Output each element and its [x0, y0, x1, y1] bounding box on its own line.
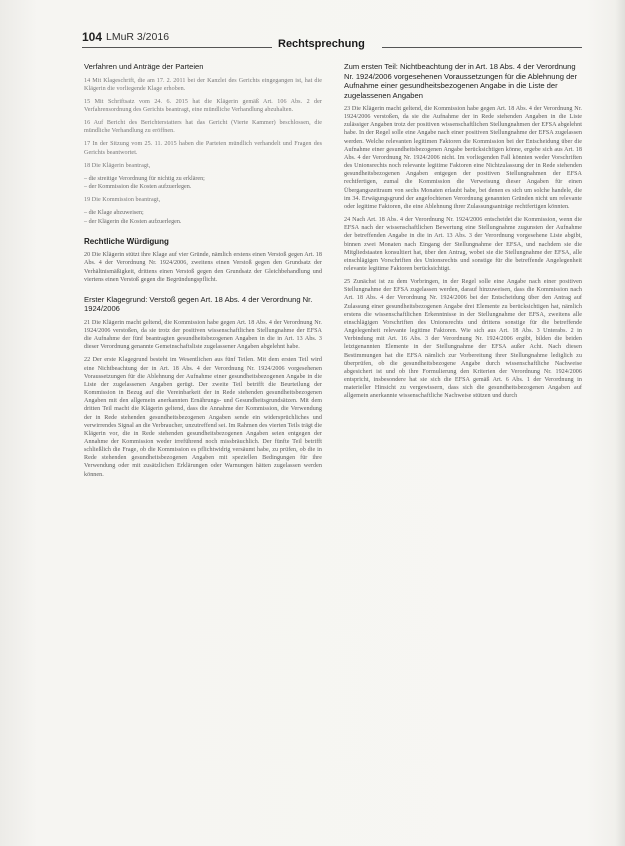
paragraph-24: 24 Nach Art. 18 Abs. 4 der Verordnung Nr. 1924/2006 entscheidet die Kommission, wenn die EFSA nach der wissenschaftlichen Bewertung eine Stellungnahme zugunsten der Aufnahme der betreffenden Angabe in die in Art. 13 Abs. 3 der Verordnung vorgesehene Liste abgibt, binnen zwei Monaten nach Eingang der Stellungnahme der EFSA, und nachdem sie die Mitgliedstaaten konsultiert hat, über den Antrag, wobei sie die Stellungnahme der EFSA, alle einschlägigen Vorschriften des Unionsrechts und sonstige für die betreffende Angelegenheit relevante legitime Faktoren berücksichtigt.: [344, 217, 582, 272]
list-item: – die Klage abzuweisen;: [84, 210, 144, 217]
paragraph-17: 17 In der Sitzung vom 25. 11. 2015 haben die Parteien mündlich verhandelt und Fragen des Gerichts beantwortet.: [84, 141, 322, 156]
section-title: Rechtsprechung: [278, 38, 365, 50]
paragraph-21: 21 Die Klägerin macht geltend, die Kommission habe gegen Art. 18 Abs. 4 der Verordnung Nr. 1924/2006 verstoßen, da sie trotz der positiven wissenschaftlichen Stellungnahme der EFSA die Aufnahme der fünf beantragten gesundheitsbezogenen Angaben in die in Art. 13 Abs. 3 dieser Verordnung genannte Gemeinschaftsliste zugelassener Angaben abgelehnt habe.: [84, 319, 322, 351]
list-19: [84, 209, 322, 225]
list-item: – der Klägerin die Kosten aufzuerlegen.: [84, 218, 182, 225]
paragraph-16: 16 Auf Bericht des Berichterstatters hat das Gericht (Vierte Kammer) beschlossen, die mündliche Verhandlung zu eröffnen.: [84, 120, 322, 135]
left-column: [84, 62, 322, 484]
header-rule-right: [382, 47, 582, 48]
page-edge-shadow: [615, 0, 625, 846]
paragraph-15: 15 Mit Schriftsatz vom 24. 6. 2015 hat die Klägerin gemäß Art. 106 Abs. 2 der Verfahrensordnung des Gerichts beantragt, eine mündliche Verhandlung abzuhalten.: [84, 98, 322, 113]
heading-rechtliche-wuerdigung: Rechtliche Würdigung: [84, 236, 169, 246]
paragraph-19: 19 Die Kommission beantragt,: [84, 197, 161, 204]
list-item: – der Kommission die Kosten aufzuerlegen.: [84, 184, 192, 191]
journal-reference: LMuR 3/2016: [106, 31, 170, 43]
paragraph-22: 22 Der erste Klagegrund besteht im Wesentlichen aus fünf Teilen. Mit dem ersten Teil wird eine Nichtbeachtung der in Art. 18 Abs. 4 der Verordnung Nr. 1924/2006 vorgesehenen Voraussetzungen für die Ablehnung der Aufnahme einer gesundheitsbezogenen Angabe in die Liste der zugelassenen Angaben gerügt. Der zweite Teil betrifft die Beurteilung der Kommission in Bezug auf die Vereinbarkeit der in Rede stehenden gesundheitsbezogenen Angaben mit den allgemein anerkannten Ernährungs- und Gesundheitsgrundsätzen. Mit dem dritten Teil macht die Klägerin geltend, dass die Annahme der Kommission, die Verwendung der in Rede stehenden gesundheitsbezogenen Angaben sende ein widersprüchliches und verwirrendes Signal an die Verbraucher, unzutreffend sei. Im Rahmen des vierten Teils trägt die Klägerin vor, die in Rede stehenden gesundheitsbezogenen Angaben seien entgegen der Annahme der Kommission weder irreführend noch missbräuchlich. Der fünfte Teil betrifft schließlich die Frage, ob die Kommission es pflichtwidrig versäumt habe, zu prüfen, ob die in Rede stehenden gesundheitsbezogenen Angaben mit speziellen Bedingungen für ihre Verwendung oder mit zusätzlichen Erklärungen oder Warnungen hätten zugelassen werden können.: [84, 357, 322, 478]
paragraph-20: 20 Die Klägerin stützt ihre Klage auf vier Gründe, nämlich erstens einen Verstoß gegen Art. 18 Abs. 4 der Verordnung Nr. 1924/2006, zweitens einen Verstoß gegen den Grundsatz der Verhältnismäßigkeit, drittens einen Verstoß gegen den Grundsatz der Gleichbehandlung und viertens einen Verstoß gegen die Begründungspflicht.: [84, 252, 322, 283]
running-header: [82, 30, 582, 52]
heading-erster-klagegrund: Erster Klagegrund: Verstoß gegen Art. 18 Abs. 4 der Verordnung Nr. 1924/2006: [84, 294, 313, 314]
paragraph-23: 23 Die Klägerin macht geltend, die Kommission habe gegen Art. 18 Abs. 4 der Verordnung Nr. 1924/2006 verstoßen, da sie die Aufnahme der in Rede stehenden Angaben in die Liste zulässiger Angaben trotz der positiven wissenschaftlichen Stellungnahmen der EFSA abgelehnt habe. In der Regel solle eine Angabe nach einer positiven Stellungnahme der EFSA zugelassen werden. Welche relevanten legitimen Faktoren die Kommission bei der Entscheidung über die Aufnahme einer gesundheitsbezogenen Angabe berücksichtigen könne, ergebe sich aus Art. 18 Abs. 4 der Verordnung Nr. 1924/2006 nicht. Im vorliegenden Fall könnten weder Vorschriften des Unionsrechts noch relevante legitime Faktoren eine Nichtzulassung der in Rede stehenden gesundheitsbezogenen Angaben entgegen der positiven Stellungnahmen der EFSA rechtfertigen, zumal die Kommission die Verweisung dieser Angaben für einen Übergangszeitraum von sechs Monaten erlaubt habe, bei denen es sich um solche handele, die im 34. Erwägungsgrund der angefochtenen Verordnung genannten Gründen nicht um relevante oder legitime Faktoren, die eine Ablehnung ihrer Zulassungsanträge rechtfertigen könnten.: [344, 106, 582, 210]
heading-erster-teil: Zum ersten Teil: Nichtbeachtung der in Art. 18 Abs. 4 der Verordnung Nr. 1924/2006 vorgesehenen Voraussetzungen für die Ablehnung der Aufnahme einer gesundheitsbezogenen Angabe in die Liste der zugelassenen Angaben: [344, 62, 578, 100]
list-item: – die streitige Verordnung für nichtig zu erklären;: [84, 175, 205, 182]
heading-verfahren: Verfahren und Anträge der Parteien: [84, 62, 204, 71]
header-rule-left: [82, 47, 272, 48]
page-number: 104: [82, 30, 103, 44]
paragraph-25: 25 Zunächst ist zu dem Vorbringen, in der Regel solle eine Angabe nach einer positiven Stellungnahme der EFSA zugelassen werden, darauf hinzuweisen, dass die Kommission nach Art. 18 Abs. 4 der Verordnung Nr. 1924/2006 bei der Entscheidung über den Antrag auf Zulassung einer gesundheitsbezogenen Angabe drei Elemente zu berücksichtigen hat, nämlich erstens die wissenschaftlichen Erkenntnisse in der Stellungnahme der EFSA, zweitens alle einschlägigen Vorschriften des Unionsrechts und drittens sonstige für die betreffende Angelegenheit relevante legitime Faktoren. Wie sich aus Art. 18 Abs. 3 Unterabs. 2 in Verbindung mit Art. 16 Abs. 3 der Verordnung Nr. 1924/2006 ergibt, bilden die beiden letztgenannten Elemente in der Stellungnahme der EFSA außer Acht. Nach diesen Bestimmungen hat die EFSA nämlich zur Vorbereitung ihrer Stellungnahme lediglich zu überprüfen, ob die gesundheitsbezogene Angabe durch wissenschaftliche Nachweise abgesichert ist und ob ihre Formulierung den Kriterien der Verordnung Nr. 1924/2006 entspricht, insbesondere hat sie sich die EFSA gemäß Art. 6 Abs. 1 der Verordnung in materieller Hinsicht zu vergewissern, dass sich die gesundheitsbezogenen Angaben auf allgemein anerkannte wissenschaftliche Nachweise stützen und durch: [344, 279, 582, 400]
list-18: [84, 175, 322, 191]
paragraph-14: 14 Mit Klageschrift, die am 17. 2. 2011 bei der Kanzlei des Gerichts eingegangen ist, hat die Klägerin die vorliegende Klage erhoben.: [84, 77, 322, 92]
paragraph-18: 18 Die Klägerin beantragt,: [84, 162, 151, 169]
right-column: [344, 62, 582, 405]
